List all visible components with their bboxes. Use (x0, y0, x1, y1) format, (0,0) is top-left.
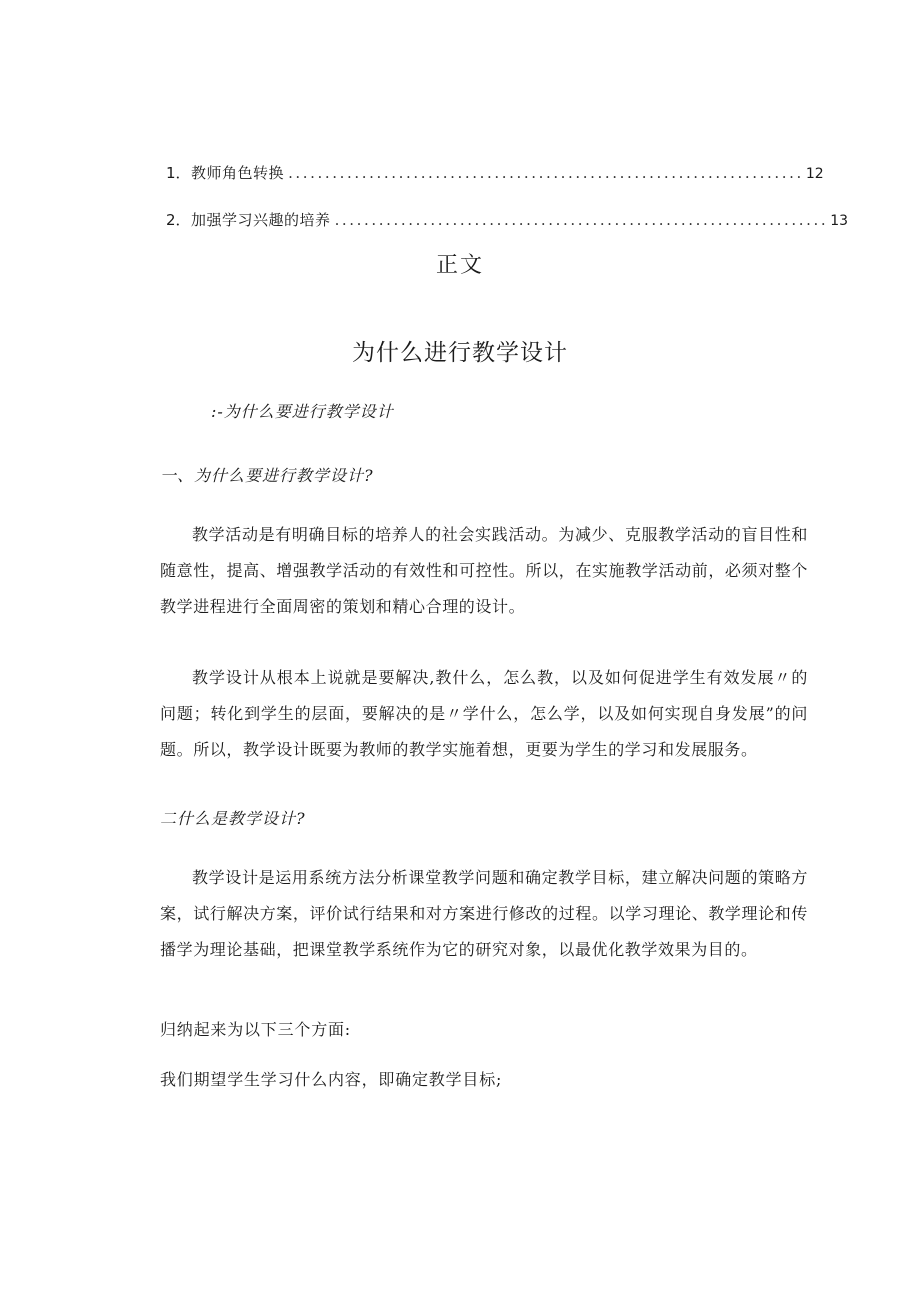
paragraph-3: 教学设计是运用系统方法分析课堂教学问题和确定教学目标，建立解决问题的策略方案，试行解决方案，评价试行结果和对方案进行修改的过程。以学习理论、教学理论和传播学为理论基础，把课堂教学系统作为它的研究对象，以最优化教学效果为目的。 (160, 868, 808, 959)
toc-entry-title: ．教师角色转换 (175, 164, 285, 182)
toc-entry-page: 12 (805, 166, 824, 182)
toc-leader-dots: ...................................................................... (288, 164, 804, 182)
toc-entry-number: 2 (166, 211, 176, 229)
summary-intro: 归纳起来为以下三个方面: (160, 1020, 351, 1039)
paragraph-1: 教学活动是有明确目标的培养人的社会实践活动。为减少、克服教学活动的盲目性和随意性，提高、增强教学活动的有效性和可控性。所以，在实施教学活动前，必须对整个教学进程进行全面周密的策划和精心合理的设计。 (160, 525, 808, 616)
toc-entry-number: 1 (166, 164, 176, 182)
toc-entry-2[interactable] (160, 209, 849, 233)
article-title: 为什么进行教学设计 (352, 340, 568, 366)
toc-leader-dots: ................................................................... (334, 211, 829, 229)
toc-entry-1[interactable] (160, 162, 824, 186)
toc-entry-page: 13 (830, 213, 849, 229)
summary-item-1: 我们期望学生学习什么内容，即确定教学目标; (160, 1070, 503, 1089)
main-heading: 正文 (435, 253, 484, 278)
section-heading-1: 一、为什么要进行教学设计? (160, 466, 374, 485)
paragraph-2: 教学设计从根本上说就是要解决,教什么，怎么教，以及如何促进学生有效发展〃的问题；转化到学生的层面，要解决的是〃学什么，怎么学，以及如何实现自身发展”的问题。所以，教学设计既要为教师的教学实施着想，更要为学生的学习和发展服务。 (160, 668, 808, 759)
toc-entry-title: ．加强学习兴趣的培养 (175, 211, 331, 229)
subtitle: :-为什么要进行教学设计 (211, 402, 394, 421)
section-heading-2: 二什么是教学设计? (160, 809, 306, 828)
